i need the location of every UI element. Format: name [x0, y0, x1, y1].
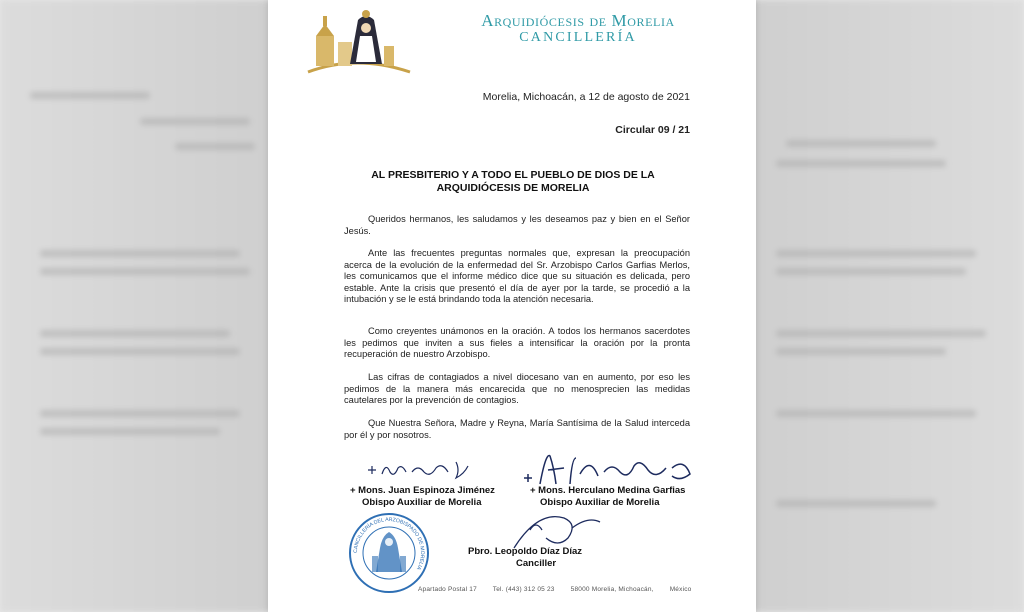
paragraph-contagion: Las cifras de contagiados a nivel diocesano van en aumento, por eso les pedimos de la manera más encarecida que no menosprecien las medidas cautelares por la prevención de contagios.	[344, 372, 690, 406]
signature-espinoza	[364, 456, 484, 482]
footer-city: 58000 Morelia, Michoacán,	[570, 586, 654, 593]
signer-bottom-title: Canciller	[516, 558, 557, 569]
signer-right-name: + Mons. Herculano Medina Garfias	[530, 485, 686, 496]
letter-date: Morelia, Michoacán, a 12 de agosto de 2021	[482, 91, 690, 103]
paragraph-greeting: Queridos hermanos, les saludamos y les deseamos paz y bien en el Señor Jesús.	[344, 214, 690, 236]
blurred-background-left	[0, 0, 268, 612]
letter-page	[268, 0, 756, 612]
signer-bottom-name: Pbro. Leopoldo Díaz Díaz	[468, 546, 583, 557]
paragraph-prayer: Como creyentes unámonos en la oración. A todos los hermanos sacerdotes les pedimos que inviten a sus fieles a intensificar la oración por la pronta recuperación de nuestro Arzobispo.	[344, 326, 690, 360]
signer-right-title: Obispo Auxiliar de Morelia	[540, 497, 660, 508]
addressee-line-1: AL PRESBITERIO Y A TODO EL PUEBLO DE DIOS DE LA	[371, 169, 655, 181]
official-stamp	[348, 512, 430, 594]
circular-number: Circular 09 / 21	[615, 124, 690, 136]
footer-address	[418, 586, 705, 593]
header-title: Arquidiócesis de Morelia	[481, 11, 675, 30]
signer-left-title: Obispo Auxiliar de Morelia	[362, 497, 482, 508]
addressee	[368, 169, 658, 195]
signature-medina	[520, 448, 700, 488]
footer-country: México	[669, 586, 692, 593]
addressee-line-2: ARQUIDIÓCESIS DE MORELIA	[436, 182, 590, 194]
blurred-background-right	[756, 0, 1024, 612]
archdiocese-logo	[298, 6, 414, 74]
signer-left-name: + Mons. Juan Espinoza Jiménez	[350, 485, 495, 496]
paragraph-blessing: Que Nuestra Señora, Madre y Reyna, María Santísima de la Salud interceda por él y por nosotros.	[344, 418, 690, 440]
header-subtitle: CANCILLERÍA	[519, 30, 637, 45]
footer-po-box: Apartado Postal 17	[418, 586, 477, 593]
paragraph-health-report: Ante las frecuentes preguntas normales que, expresan la preocupación acerca de la evolución de la enfermedad del Sr. Arzobispo Carlos Garfias Merlos, les comunicamos que el informe médico dice que su situación es delicada, pero estable. Ante la crisis que presentó el día de ayer por la tarde, se procedió a la intubación y se le está brindando toda la atención necesaria.	[344, 248, 690, 305]
svg-text:CANCILLERÍA DEL ARZOBISPADO DE: CANCILLERÍA DEL ARZOBISPADO DE MORELIA	[352, 516, 426, 571]
footer-phone: Tel. (443) 312 05 23	[492, 586, 555, 593]
